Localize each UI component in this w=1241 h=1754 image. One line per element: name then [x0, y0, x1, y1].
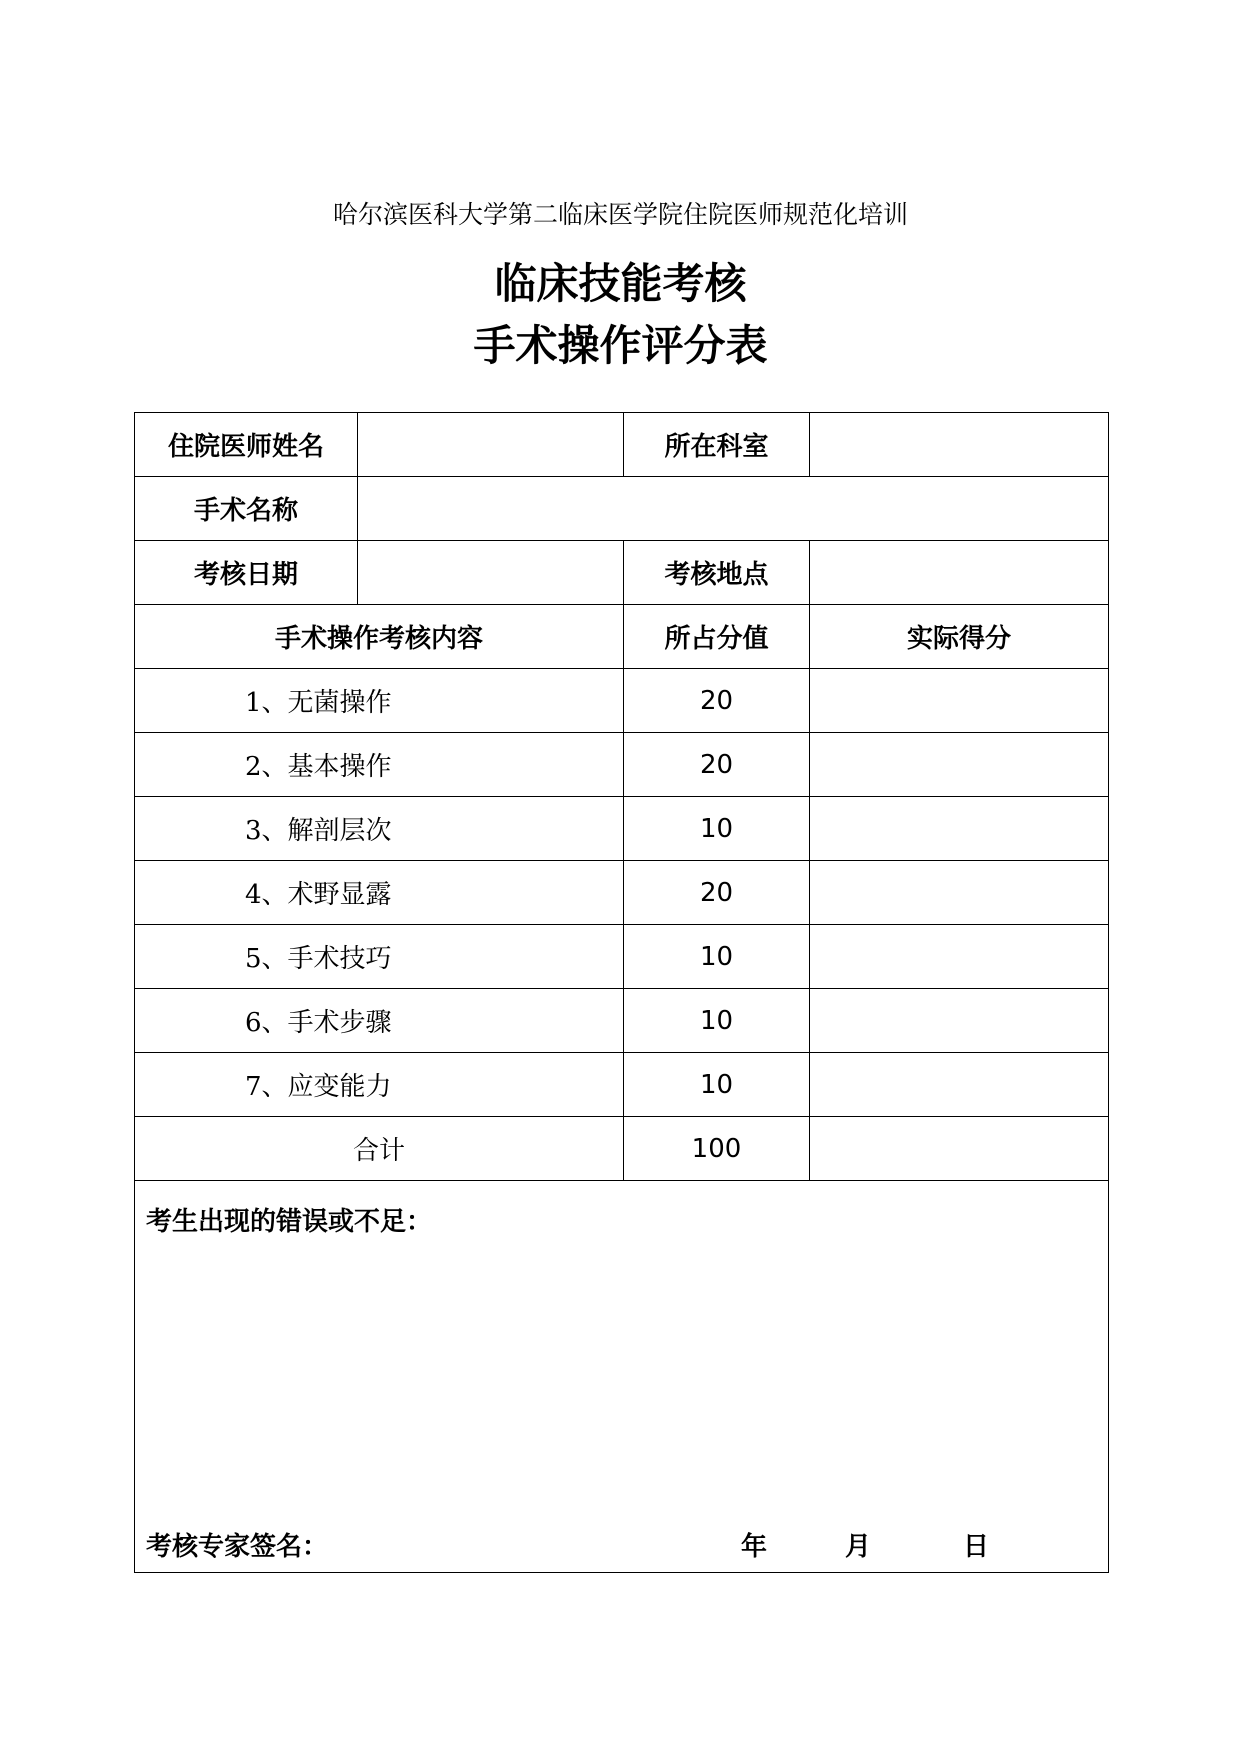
exam-location-label: 考核地点 [624, 541, 810, 605]
item-points: 20 [624, 861, 810, 925]
item-name: 7、应变能力 [135, 1053, 624, 1117]
table-row [135, 1053, 1109, 1117]
item-points: 10 [624, 989, 810, 1053]
surgery-name-label: 手术名称 [135, 477, 358, 541]
item-score-field[interactable] [810, 861, 1109, 925]
signature-label: 考核专家签名： [146, 1532, 329, 1562]
total-points: 100 [624, 1117, 810, 1181]
item-name: 4、术野显露 [135, 861, 624, 925]
item-score-field[interactable] [810, 669, 1109, 733]
errors-notes-area[interactable] [135, 1181, 1109, 1573]
total-row [135, 1117, 1109, 1181]
exam-date-field[interactable] [358, 541, 624, 605]
total-score-field[interactable] [810, 1117, 1109, 1181]
row-resident-info [135, 413, 1109, 477]
form-title-line2: 手术操作评分表 [473, 321, 768, 370]
table-row [135, 925, 1109, 989]
date-day-label: 日 [963, 1532, 990, 1562]
table-row [135, 733, 1109, 797]
item-name: 5、手术技巧 [135, 925, 624, 989]
table-row [135, 989, 1109, 1053]
surgery-name-field[interactable] [358, 477, 1109, 541]
header-actual-score: 实际得分 [810, 605, 1109, 669]
total-label: 合计 [135, 1117, 624, 1181]
item-score-field[interactable] [810, 733, 1109, 797]
item-name: 2、基本操作 [135, 733, 624, 797]
item-name: 3、解剖层次 [135, 797, 624, 861]
row-exam-info [135, 541, 1109, 605]
item-score-field[interactable] [810, 797, 1109, 861]
resident-name-field[interactable] [358, 413, 624, 477]
date-month-label: 月 [845, 1532, 872, 1562]
item-name: 6、手术步骤 [135, 989, 624, 1053]
item-name: 1、无菌操作 [135, 669, 624, 733]
table-row [135, 669, 1109, 733]
notes-row [135, 1181, 1109, 1573]
header-content: 手术操作考核内容 [135, 605, 624, 669]
institution-subtitle: 哈尔滨医科大学第二临床医学院住院医师规范化培训 [332, 200, 908, 229]
scoring-header-row [135, 605, 1109, 669]
form-title-line1: 临床技能考核 [494, 259, 747, 308]
item-points: 10 [624, 925, 810, 989]
item-points: 20 [624, 669, 810, 733]
item-points: 20 [624, 733, 810, 797]
table-row [135, 861, 1109, 925]
exam-location-field[interactable] [810, 541, 1109, 605]
item-points: 10 [624, 797, 810, 861]
scoring-form-table [134, 412, 1109, 1573]
date-year-label: 年 [741, 1532, 768, 1562]
item-points: 10 [624, 1053, 810, 1117]
department-label: 所在科室 [624, 413, 810, 477]
table-row [135, 797, 1109, 861]
resident-name-label: 住院医师姓名 [135, 413, 358, 477]
row-surgery-name [135, 477, 1109, 541]
item-score-field[interactable] [810, 925, 1109, 989]
errors-label: 考生出现的错误或不足： [146, 1207, 433, 1237]
item-score-field[interactable] [810, 1053, 1109, 1117]
exam-date-label: 考核日期 [135, 541, 358, 605]
department-field[interactable] [810, 413, 1109, 477]
header-points: 所占分值 [624, 605, 810, 669]
item-score-field[interactable] [810, 989, 1109, 1053]
